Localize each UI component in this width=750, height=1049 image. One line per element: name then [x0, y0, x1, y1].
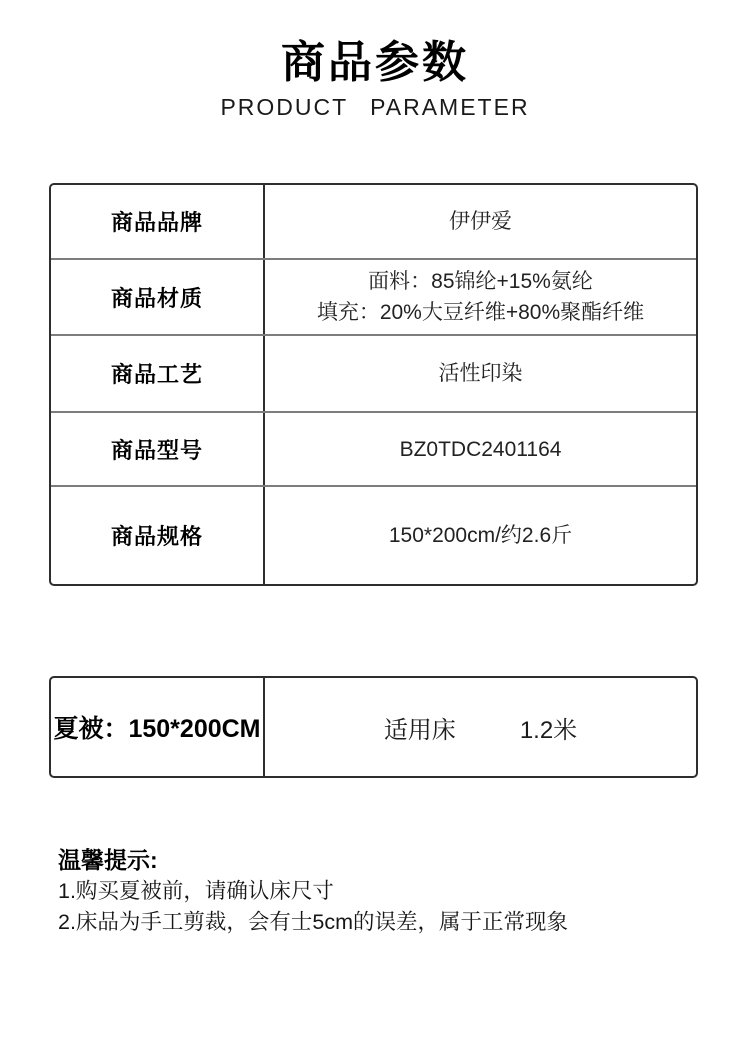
- spec-value-text: 伊伊爱: [449, 210, 512, 233]
- size-table-fit: [265, 678, 696, 776]
- spec-label-size-spec: 商品规格: [51, 487, 265, 584]
- spec-label-brand: 商品品牌: [51, 185, 265, 258]
- table-row-size-spec: [51, 487, 696, 584]
- tips-section: [58, 845, 698, 937]
- tip-item-1: 1.购买夏被前，请确认床尺寸: [58, 879, 334, 903]
- tips-heading: 温馨提示:: [58, 847, 158, 873]
- spec-table: [49, 183, 698, 586]
- spec-value-text: BZ0TDC2401164: [399, 437, 562, 461]
- page-title: 商品参数: [281, 38, 469, 87]
- fit-bed-label: 适用床: [383, 716, 456, 744]
- fit-bed-size: 1.2米: [519, 716, 578, 744]
- spec-value-text-line1: 面料：85锦纶+15%氨纶: [368, 270, 593, 293]
- spec-label-craft: 商品工艺: [51, 336, 265, 411]
- spec-value-material: [265, 260, 696, 334]
- spec-value-text-line2: 填充：20%大豆纤维+80%聚酯纤维: [316, 301, 645, 324]
- spec-label-material: 商品材质: [51, 260, 265, 334]
- spec-value-text: 150*200cm/约2.6斤: [388, 524, 573, 547]
- spec-value-model: [265, 413, 696, 485]
- spec-label-model: 商品型号: [51, 413, 265, 485]
- page-subtitle: PRODUCT PARAMETER: [220, 94, 530, 120]
- table-row-brand: [51, 185, 696, 260]
- spec-value-text: 活性印染: [438, 362, 523, 385]
- spec-value-brand: [265, 185, 696, 258]
- spec-value-size-spec: [265, 487, 696, 584]
- table-row-model: [51, 413, 696, 487]
- size-table: [49, 676, 698, 778]
- table-row-craft: [51, 336, 696, 413]
- spec-value-craft: [265, 336, 696, 411]
- tip-item-2: 2.床品为手工剪裁，会有士5cm的误差，属于正常现象: [58, 909, 569, 934]
- table-row-material: [51, 260, 696, 336]
- size-table-product-size: 夏被：150*200CM: [51, 678, 265, 776]
